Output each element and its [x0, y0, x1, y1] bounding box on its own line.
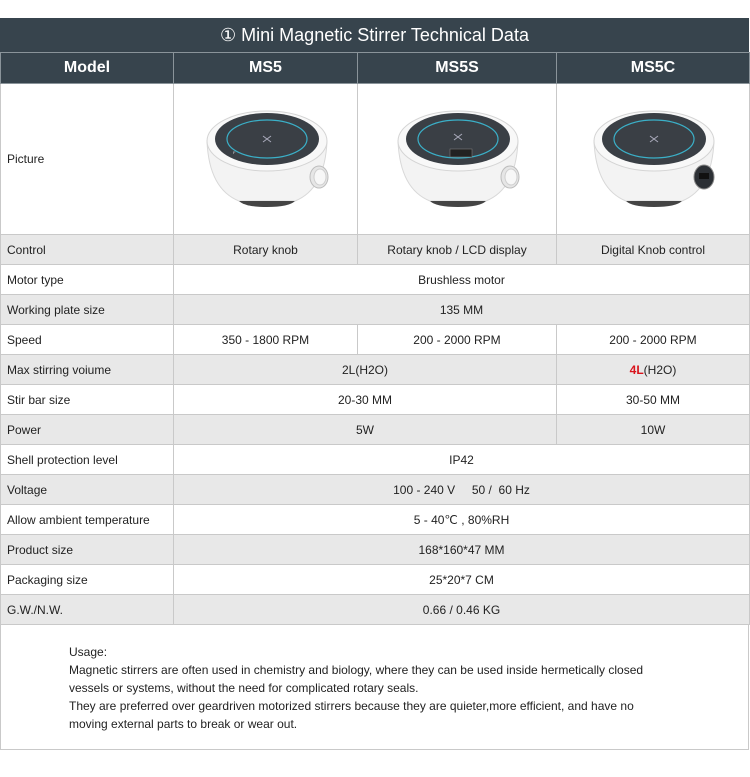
header-model: Model [1, 53, 174, 84]
highlight-value: 4L [629, 362, 644, 377]
table-row [1, 325, 750, 355]
cell-value: 30-50 MM [557, 385, 750, 415]
usage-text: vessels or systems, without the need for complicated rotary seals. [69, 681, 419, 695]
table-row [1, 535, 750, 565]
svg-text:F: F [232, 150, 235, 155]
cell-value: 10W [557, 415, 750, 445]
table-row [1, 475, 750, 505]
header-ms5c: MS5C [557, 53, 750, 84]
row-label: G.W./N.W. [1, 595, 174, 625]
spec-sheet [0, 18, 749, 750]
ms5c-product-image [557, 84, 750, 235]
row-label: Allow ambient temperature [1, 505, 174, 535]
cell-value: Digital Knob control [557, 235, 750, 265]
cell-value: 5 - 40℃ , 80%RH [174, 505, 750, 535]
cell-value: 200 - 2000 RPM [557, 325, 750, 355]
usage-heading: Usage: [69, 645, 108, 659]
table-row [1, 445, 750, 475]
row-label: Product size [1, 535, 174, 565]
row-label: Stir bar size [1, 385, 174, 415]
spec-table [0, 52, 750, 625]
row-label: Motor type [1, 265, 174, 295]
row-label: Speed [1, 325, 174, 355]
cell-value: Rotary knob / LCD display [358, 235, 557, 265]
table-row [1, 355, 750, 385]
table-row [1, 505, 750, 535]
row-label: Picture [1, 84, 174, 235]
header-ms5: MS5 [174, 53, 358, 84]
cell-value: Brushless motor [174, 265, 750, 295]
cell-value: 2L(H2O) [174, 355, 557, 385]
cell-value: 20-30 MM [174, 385, 557, 415]
cell-value: 100 - 240 V 50 / 60 Hz [174, 475, 750, 505]
table-row [1, 265, 750, 295]
row-label: Power [1, 415, 174, 445]
cell-value: 0.66 / 0.46 KG [174, 595, 750, 625]
usage-text: Magnetic stirrers are often used in chemistry and biology, where they can be used inside hermetically closed [69, 663, 644, 677]
table-row [1, 565, 750, 595]
header-ms5s: MS5S [358, 53, 557, 84]
row-label: Packaging size [1, 565, 174, 595]
table-row [1, 595, 750, 625]
cell-value: 5W [174, 415, 557, 445]
cell-value: 350 - 1800 RPM [174, 325, 358, 355]
table-row [1, 235, 750, 265]
cell-value: 168*160*47 MM [174, 535, 750, 565]
header-row [1, 53, 750, 84]
table-row [1, 385, 750, 415]
row-label: Voltage [1, 475, 174, 505]
row-label: Working plate size [1, 295, 174, 325]
cell-value: 200 - 2000 RPM [358, 325, 557, 355]
cell-value: IP42 [174, 445, 750, 475]
cell-value [557, 355, 750, 385]
unit-suffix: (H2O) [643, 362, 677, 377]
usage-text: They are preferred over geardriven motorized stirrers because they are quieter,more efficient, and have no [69, 699, 634, 713]
ms5s-product-image [358, 84, 557, 235]
cell-value: Rotary knob [174, 235, 358, 265]
usage-section [0, 625, 749, 750]
cell-value: 135 MM [174, 295, 750, 325]
ms5-product-image [174, 84, 358, 235]
cell-value: 25*20*7 CM [174, 565, 750, 595]
picture-row [1, 84, 750, 235]
table-row [1, 295, 750, 325]
row-label: Max stirring voiume [1, 355, 174, 385]
usage-text: moving external parts to break or wear out. [69, 717, 298, 731]
row-label: Control [1, 235, 174, 265]
row-label: Shell protection level [1, 445, 174, 475]
table-row [1, 415, 750, 445]
page-title: ① Mini Magnetic Stirrer Technical Data [0, 18, 749, 52]
